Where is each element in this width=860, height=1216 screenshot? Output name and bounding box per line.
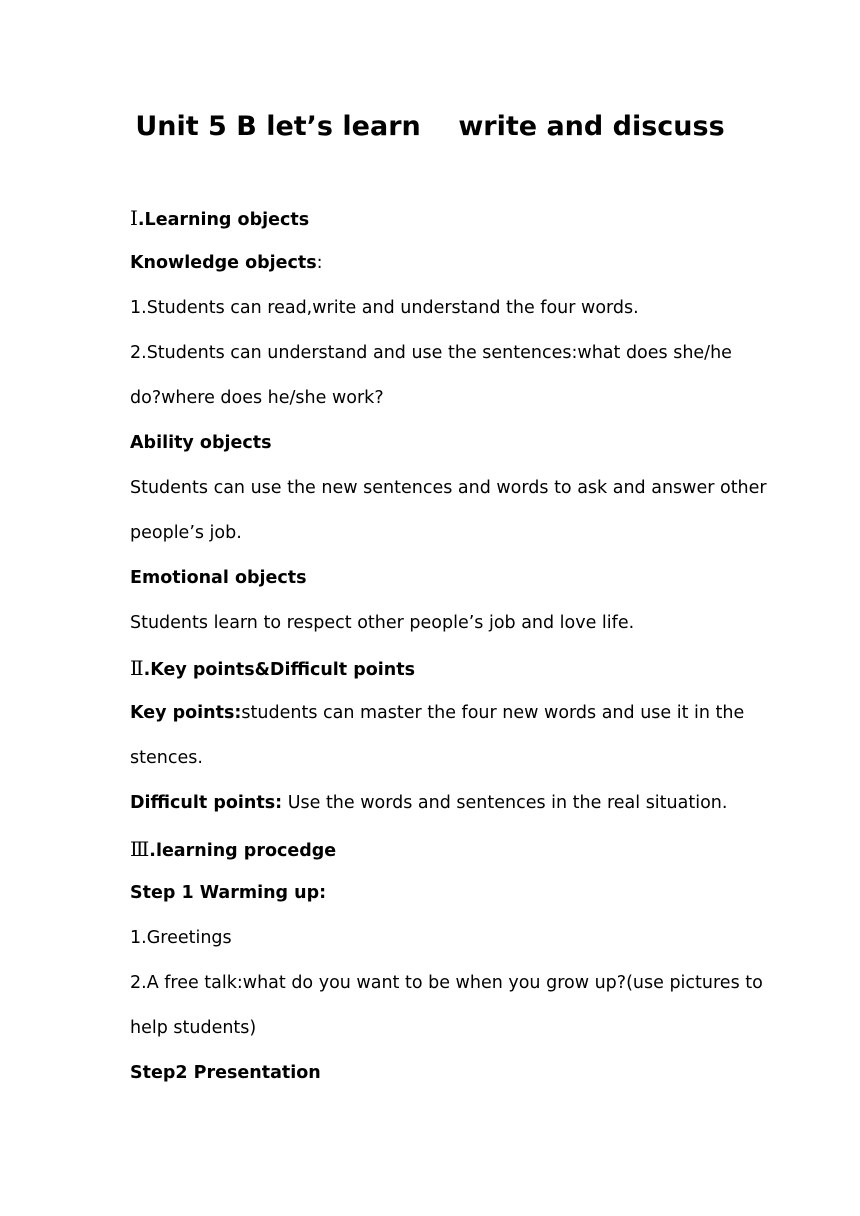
section-heading-text: .learning procedge bbox=[149, 841, 337, 861]
step1-item: 1.Greetings bbox=[130, 928, 232, 948]
knowledge-objects-heading bbox=[130, 250, 770, 276]
key-points-text: students can master the four new words and use it in the bbox=[241, 703, 745, 723]
section-heading-learning-objects bbox=[130, 205, 770, 233]
difficult-points-text: Use the words and sentences in the real situation. bbox=[282, 793, 728, 813]
section-heading-text: .Key points&Difficult points bbox=[143, 660, 416, 680]
step1-item: help students) bbox=[130, 1018, 257, 1038]
section-heading-learning-procedge bbox=[130, 836, 770, 864]
roman-numeral-2: Ⅱ bbox=[130, 656, 144, 680]
section-heading-text: .Learning objects bbox=[137, 210, 310, 230]
section-heading-key-points bbox=[130, 655, 770, 683]
document-title: Unit 5 B let’s learn write and discuss bbox=[135, 111, 725, 142]
step1-heading: Step 1 Warming up: bbox=[130, 883, 327, 903]
roman-numeral-3: Ⅲ bbox=[130, 837, 150, 861]
step2-heading: Step2 Presentation bbox=[130, 1063, 321, 1083]
knowledge-item: 2.Students can understand and use the sentences:what does she/he bbox=[130, 343, 732, 363]
subheading-text: Knowledge objects bbox=[130, 253, 317, 273]
ability-text-line: people’s job. bbox=[130, 523, 242, 543]
step1-item: 2.A free talk:what do you want to be when you grow up?(use pictures to bbox=[130, 973, 763, 993]
roman-numeral-1: Ⅰ bbox=[130, 206, 138, 230]
key-points-label: Key points: bbox=[130, 703, 242, 723]
key-points-continuation: stences. bbox=[130, 748, 203, 768]
emotional-objects-heading: Emotional objects bbox=[130, 568, 307, 588]
ability-text-line: Students can use the new sentences and words to ask and answer other bbox=[130, 478, 767, 498]
subheading-colon: : bbox=[316, 253, 323, 273]
knowledge-item: 1.Students can read,write and understand the four words. bbox=[130, 298, 639, 318]
key-points-line bbox=[130, 700, 770, 726]
knowledge-item: do?where does he/she work? bbox=[130, 388, 384, 408]
emotional-text: Students learn to respect other people’s job and love life. bbox=[130, 613, 635, 633]
ability-objects-heading: Ability objects bbox=[130, 433, 272, 453]
difficult-points-line bbox=[130, 790, 770, 816]
difficult-points-label: Difficult points: bbox=[130, 793, 283, 813]
